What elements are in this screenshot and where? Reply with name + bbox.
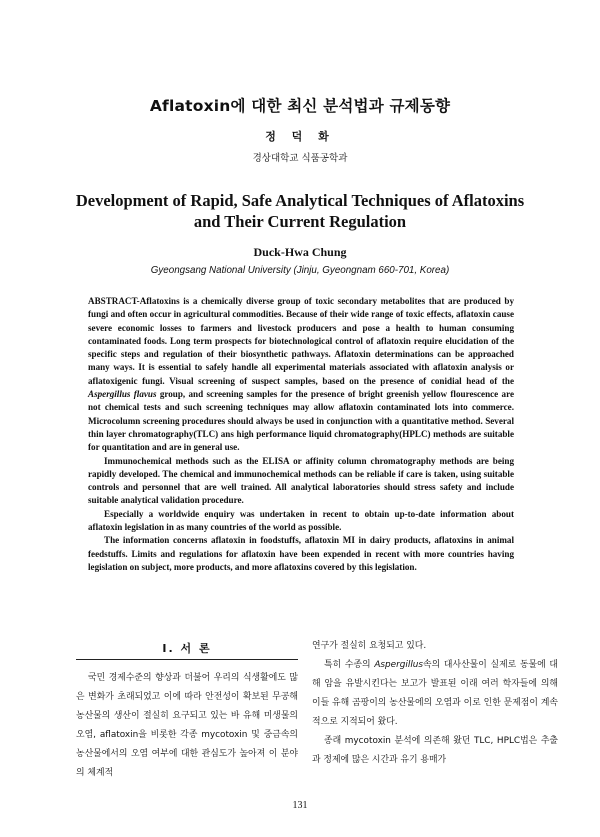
section-heading-rule [76, 659, 298, 660]
abstract-paragraph-4: The information concerns aflatoxin in foodstuffs, aflatoxin MI in dairy products, aflatoxins in animal feedstuffs. Limits and regulations for aflatoxin have been expended in recent with more countries having legislation on subject, more products, and more aflatoxins covered by this legislation. [88, 535, 514, 572]
abstract-paragraph-3: Especially a worldwide enquiry was undertaken in recent to obtain up-to-date information about aflatoxin legislation in as many countries of the world as possible. [88, 508, 514, 533]
right-paragraph-2: 종래 mycotoxin 분석에 의존해 왔던 TLC, HPLC법은 추출과 정제에 많은 시간과 유기 용매가 [312, 736, 558, 765]
right-paragraph-0: 연구가 절실히 요청되고 있다. [312, 641, 427, 651]
abstract-p1-text-a: ABSTRACT-Aflatoxins is a chemically diverse group of toxic secondary metabolites that are produced by fungi and often occur in agricultural commodities. Because of their wide range of toxic effects, aflatoxin cause severe economic losses to farmers and livestock producers and pose a health to human consuming contaminated foods. Long term prospects for biotechnological control of aflatoxin require elucidation of the specific steps and regulation of their biosynthetic pathways. Aflatoxin determinations can be approached many ways. It is essential to safely handle all experimental materials associated with aflatoxin analysis or aflatoxigenic fungi. Visual screening of suspect samples, based on the presence of conidial head of the [88, 296, 514, 386]
korean-author: 정 덕 화 [265, 130, 335, 143]
abstract-p1-text-b: group, and screening samples for the presence of bright greenish yellow flourescence are not chemical tests and such screening techniques may allow aflatoxin contaminated lots into commerce. Microcolumn screening procedures should always be used in conjunction with a quantitative method. Several thin layer chromatography(TLC) ans high performance liquid chromatography(HPLC) methods are suitable for quantitation and are in general use. [88, 389, 514, 453]
english-affiliation: Gyeongsang National University (Jinju, Gyeongnam 660-701, Korea) [150, 265, 450, 276]
english-title-line-2: and Their Current Regulation [193, 212, 407, 231]
left-paragraph-1: 국민 경제수준의 향상과 더불어 우리의 식생활에도 많은 변화가 초래되었고 이에 따라 안전성이 확보된 무공해 농산물의 생산이 절실히 요구되고 있는 바 유해 미생물의 오염, aflatoxin을 비롯한 각종 mycotoxin 및 중금속의 농산물에서의 오염 여부에 대한 관심도가 높아져 이 분야의 체계적 [76, 673, 298, 778]
english-author: Duck-Hwa Chung [253, 245, 347, 259]
right-p1-text-b: 속의 대사산물이 실제로 동물에 대해 암을 유발시킨다는 보고가 발표된 이래 여러 학자들에 의해 이들 유해 곰팡이의 농산물에의 오염과 이로 인한 문제점이 계속적으로 지적되어 왔다. [312, 660, 558, 727]
section-heading: I. 서 론 [162, 642, 212, 655]
abstract-paragraph-1 [88, 295, 514, 455]
right-p1-text-a: 특히 수종의 [324, 660, 375, 670]
abstract-paragraph-2: Immunochemical methods such as the ELISA or affinity column chromatography methods are being rapidly developed. The chemical and immunochemical methods can be reliable if care is taken, using suitable controls and personnel that are well trained. All analytical laboratories should stress safety and include suitable analytical validation procedure. [88, 455, 514, 506]
body-column-left [76, 669, 298, 783]
body-column-right [312, 637, 558, 770]
korean-affiliation: 경상대학교 식품공학과 [252, 153, 348, 164]
abstract [88, 295, 514, 574]
korean-title: Aflatoxin에 대한 최신 분석법과 규제동향 [149, 97, 451, 115]
right-paragraph-1 [312, 656, 558, 732]
page-number: 131 [292, 800, 308, 811]
right-p1-italic: Aspergillus [374, 660, 424, 670]
english-title-line-1: Development of Rapid, Safe Analytical Techniques of Aflatoxins [75, 191, 525, 210]
english-title [40, 190, 560, 232]
abstract-p1-italic: Aspergillus flavus [88, 389, 157, 400]
